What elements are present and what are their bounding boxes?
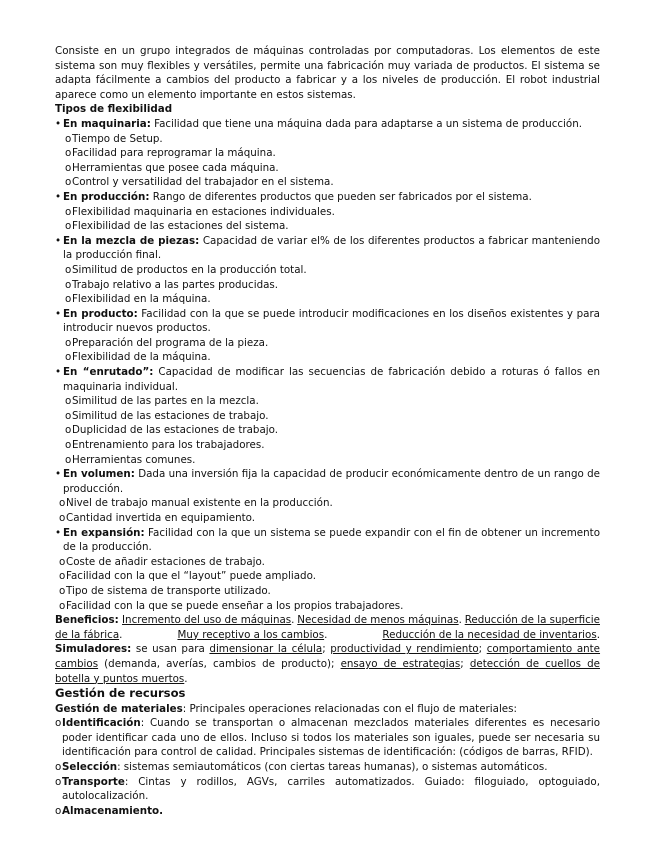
sub-item: o Flexibilidad de las estaciones del sistema. <box>65 220 289 233</box>
bullet-icon: • <box>55 468 62 481</box>
sub-item: o Facilidad para reprogramar la máquina. <box>65 147 276 160</box>
document-page <box>55 44 600 818</box>
circle-bullet-icon: o <box>65 439 72 452</box>
circle-bullet-icon: o <box>65 409 72 422</box>
list-item: • En “enrutado”: Capacidad de modificar las secuencias de fabricación debido a roturas ó fallos en maquinaria individual. <box>55 366 601 393</box>
bullet-icon: • <box>55 234 62 247</box>
circle-bullet-icon: o <box>65 278 72 291</box>
sub-item: o Duplicidad de las estaciones de trabajo. <box>65 424 279 437</box>
sub-item: o Control y versatilidad del trabajador en el sistema. <box>65 176 334 189</box>
sub-item: o Nivel de trabajo manual existente en la producción. <box>59 497 333 510</box>
circle-bullet-icon: o <box>65 263 72 276</box>
circle-bullet-icon: o <box>59 570 66 583</box>
sub-item: o Cantidad invertida en equipamiento. <box>59 512 256 524</box>
materials-management-line: Gestión de materiales: Principales operaciones relacionadas con el flujo de materiales: <box>55 702 517 715</box>
circle-bullet-icon: o <box>65 132 72 145</box>
sub-item: o Tiempo de Setup. <box>65 132 163 145</box>
circle-bullet-icon: o <box>65 424 72 437</box>
list-item: • En volumen: Dada una inversión fija la capacidad de producir económicamente dentro de un rango de producción. <box>55 468 601 495</box>
list-item: o Selección: sistemas semiautomáticos (con ciertas tareas humanas), o sistemas automáticos. <box>55 761 548 773</box>
circle-bullet-icon: o <box>55 775 62 788</box>
sub-item: o Flexibilidad de la máquina. <box>65 351 211 364</box>
bullet-icon: • <box>55 307 62 320</box>
sub-item: o Facilidad con la que se puede enseñar a los propios trabajadores. <box>59 599 404 612</box>
sub-item: o Flexibilidad maquinaria en estaciones individuales. <box>65 205 335 218</box>
bullet-icon: • <box>55 190 62 203</box>
list-item: o Identificación: Cuando se transportan o almacenan mezclados materiales diferentes es necesario poder identificar cada uno de ellos. Incluso si todos los materiales son iguales, puede ser necesaria su identificación para control de calidad. Principales sistemas de identificación: (códigos de barras, RFID). <box>55 717 600 759</box>
simulators-paragraph: Simuladores: se usan para dimensionar la célula; productividad y rendimiento; comportamiento ante cambios (demanda, averías, cambios de producto); ensayo de estrategias; detección de cuellos de botella y puntos muertos. <box>55 643 601 685</box>
circle-bullet-icon: o <box>65 453 72 466</box>
circle-bullet-icon: o <box>55 717 62 730</box>
circle-bullet-icon: o <box>65 161 72 174</box>
circle-bullet-icon: o <box>59 497 66 510</box>
circle-bullet-icon: o <box>65 336 72 349</box>
resources-heading: Gestión de recursos <box>55 686 186 701</box>
circle-bullet-icon: o <box>59 512 66 524</box>
intro-paragraph: Consiste en un grupo integrados de máquinas controladas por computadoras. Los elementos de este sistema son muy flexibles y versátiles, permite una fabricación muy variada de productos. El sistema se adapta fácilmente a cambios del producto a fabricar y a los niveles de producción. El robot industrial aparece como un elemento importante en estos sistemas. <box>55 45 600 101</box>
sub-item: o Preparación del programa de la pieza. <box>65 336 269 349</box>
circle-bullet-icon: o <box>59 599 66 612</box>
circle-bullet-icon: o <box>55 761 62 773</box>
sub-item: o Similitud de las partes en la mezcla. <box>65 395 259 408</box>
list-item: o Transporte: Cintas y rodillos, AGVs, carriles automatizados. Guiado: filoguiado, optoguiado, autolocalización. <box>55 775 600 803</box>
list-item: • En expansión: Facilidad con la que un sistema se puede expandir con el fin de obtener un incremento de la producción. <box>55 526 600 554</box>
sub-item: o Flexibilidad en la máquina. <box>65 293 211 306</box>
sub-item: o Herramientas comunes. <box>65 453 196 466</box>
benefits-paragraph: Beneficios: Incremento del uso de máquinas. Necesidad de menos máquinas. Reducción de la superficie de la fábrica. Muy receptivo a los cambios. Reducción de la necesidad de inventarios. <box>55 614 600 641</box>
sub-item: o Trabajo relativo a las partes producidas. <box>65 278 279 291</box>
sub-item: o Tipo de sistema de transporte utilizado. <box>59 584 271 597</box>
circle-bullet-icon: o <box>65 293 72 306</box>
circle-bullet-icon: o <box>65 205 72 218</box>
bullet-icon: • <box>55 117 62 130</box>
sub-item: o Similitud de productos en la producción total. <box>65 263 307 276</box>
circle-bullet-icon: o <box>65 220 72 233</box>
list-item: • En producción: Rango de diferentes productos que pueden ser fabricados por el sistema. <box>55 190 532 203</box>
circle-bullet-icon: o <box>59 584 66 597</box>
sub-item: o Coste de añadir estaciones de trabajo. <box>59 555 265 568</box>
bullet-icon: • <box>55 526 62 539</box>
sub-item: o Herramientas que posee cada máquina. <box>65 161 279 174</box>
flexibility-types-list <box>55 117 600 613</box>
list-item: • En la mezcla de piezas: Capacidad de variar el% de los diferentes productos a fabricar manteniendo la producción final. <box>55 234 600 262</box>
sub-item: o Facilidad con la que el “layout” puede ampliado. <box>59 570 316 583</box>
list-item: • En producto: Facilidad con la que se puede introducir modificaciones en los diseños existentes y para introducir nuevos productos. <box>55 307 600 335</box>
circle-bullet-icon: o <box>65 176 72 189</box>
sub-item: o Entrenamiento para los trabajadores. <box>65 439 265 452</box>
sub-item: o Similitud de las estaciones de trabajo. <box>65 409 269 422</box>
circle-bullet-icon: o <box>65 147 72 160</box>
circle-bullet-icon: o <box>59 555 66 568</box>
circle-bullet-icon: o <box>65 351 72 364</box>
bullet-icon: • <box>55 366 62 379</box>
circle-bullet-icon: o <box>55 804 62 817</box>
list-item: o Almacenamiento. <box>55 804 164 817</box>
list-item: • En maquinaria: Facilidad que tiene una máquina dada para adaptarse a un sistema de producción. <box>55 117 583 130</box>
circle-bullet-icon: o <box>65 395 72 408</box>
flexibility-heading: Tipos de flexibilidad <box>55 103 173 116</box>
